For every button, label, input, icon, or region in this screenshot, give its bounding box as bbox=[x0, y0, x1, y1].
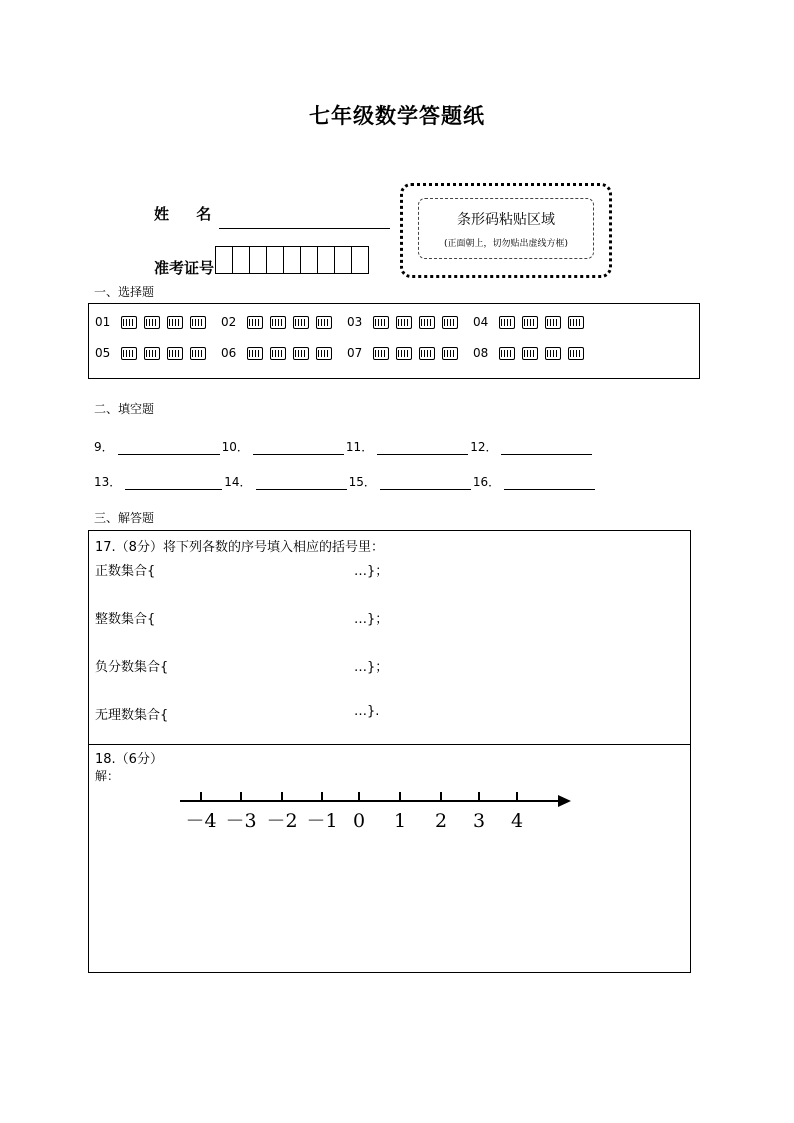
positive-set-label: 正数集合{ bbox=[95, 564, 156, 579]
question-18-header: 18.（6分） bbox=[95, 752, 163, 767]
irrational-set-end: …}. bbox=[354, 704, 380, 719]
number-line-label: 0 bbox=[352, 810, 366, 832]
fill-blank-row bbox=[94, 473, 597, 490]
number-line-label: 2 bbox=[434, 810, 448, 832]
option-b-bubble[interactable] bbox=[396, 316, 412, 329]
answer-blank[interactable] bbox=[380, 488, 471, 490]
blank-number: 11． bbox=[345, 440, 374, 454]
blank-number: 13． bbox=[94, 475, 122, 489]
integer-set-label: 整数集合{ bbox=[95, 612, 156, 627]
option-b-bubble[interactable] bbox=[522, 316, 538, 329]
number-line-label: 4 bbox=[510, 810, 524, 832]
question-number: 03 bbox=[347, 315, 363, 329]
exam-digit-box[interactable] bbox=[300, 246, 318, 274]
section3-title: 三、解答题 bbox=[94, 511, 155, 525]
answer-blank[interactable] bbox=[504, 488, 595, 490]
barcode-title: 条形码粘贴区域 bbox=[457, 212, 555, 228]
option-d-bubble[interactable] bbox=[190, 316, 206, 329]
question-17-box[interactable] bbox=[88, 530, 691, 745]
exam-digit-box[interactable] bbox=[232, 246, 250, 274]
exam-number-boxes[interactable] bbox=[216, 246, 369, 274]
option-d-bubble[interactable] bbox=[442, 316, 458, 329]
option-c-bubble[interactable] bbox=[419, 347, 435, 360]
section1-title: 一、选择题 bbox=[94, 285, 155, 299]
option-b-bubble[interactable] bbox=[144, 316, 160, 329]
integer-set-end: …}； bbox=[354, 612, 389, 627]
option-a-bubble[interactable] bbox=[247, 347, 263, 360]
barcode-note: (正面朝上，切勿贴出虚线方框) bbox=[443, 239, 569, 249]
exam-digit-box[interactable] bbox=[334, 246, 352, 274]
option-c-bubble[interactable] bbox=[293, 347, 309, 360]
answer-blank[interactable] bbox=[501, 453, 592, 455]
choice-item bbox=[95, 315, 221, 329]
question-number: 04 bbox=[473, 315, 489, 329]
option-a-bubble[interactable] bbox=[499, 347, 515, 360]
option-c-bubble[interactable] bbox=[167, 347, 183, 360]
choice-item bbox=[473, 346, 599, 360]
answer-blank[interactable] bbox=[256, 488, 347, 490]
blank-number: 10． bbox=[221, 440, 249, 454]
question-number: 07 bbox=[347, 346, 363, 360]
option-d-bubble[interactable] bbox=[190, 347, 206, 360]
negative-fraction-set-label: 负分数集合{ bbox=[95, 660, 169, 675]
option-c-bubble[interactable] bbox=[167, 316, 183, 329]
option-a-bubble[interactable] bbox=[121, 347, 137, 360]
number-line-label: －2 bbox=[266, 810, 298, 832]
answer-blank[interactable] bbox=[377, 453, 468, 455]
option-b-bubble[interactable] bbox=[270, 347, 286, 360]
choice-item bbox=[473, 315, 599, 329]
positive-set-end: …}； bbox=[354, 564, 389, 579]
choice-row bbox=[95, 315, 599, 329]
section2-title: 二、填空题 bbox=[94, 402, 155, 416]
option-d-bubble[interactable] bbox=[316, 316, 332, 329]
exam-digit-box[interactable] bbox=[283, 246, 301, 274]
blank-number: 15． bbox=[348, 475, 376, 489]
solve-label: 解： bbox=[95, 769, 120, 783]
option-b-bubble[interactable] bbox=[270, 316, 286, 329]
fill-blank-row bbox=[94, 438, 594, 455]
choice-item bbox=[221, 315, 347, 329]
name-input-line[interactable] bbox=[219, 228, 390, 229]
choice-item bbox=[347, 315, 473, 329]
blank-number: 12． bbox=[470, 440, 498, 454]
page-title: 七年级数学答题纸 bbox=[309, 103, 485, 128]
option-c-bubble[interactable] bbox=[419, 316, 435, 329]
option-a-bubble[interactable] bbox=[373, 347, 389, 360]
number-line-label: －4 bbox=[185, 810, 217, 832]
blank-number: 14． bbox=[224, 475, 252, 489]
option-b-bubble[interactable] bbox=[144, 347, 160, 360]
option-a-bubble[interactable] bbox=[499, 316, 515, 329]
blank-number: 16． bbox=[472, 475, 501, 489]
option-d-bubble[interactable] bbox=[316, 347, 332, 360]
number-line-label: 3 bbox=[472, 810, 486, 832]
choice-row bbox=[95, 346, 599, 360]
number-line bbox=[89, 743, 690, 972]
number-line-label: 1 bbox=[393, 810, 407, 832]
question-number: 08 bbox=[473, 346, 489, 360]
number-line-arrow bbox=[558, 795, 571, 807]
exam-digit-box[interactable] bbox=[351, 246, 369, 274]
blank-number: 9． bbox=[94, 440, 114, 454]
option-c-bubble[interactable] bbox=[293, 316, 309, 329]
number-line-label: －1 bbox=[306, 810, 338, 832]
option-a-bubble[interactable] bbox=[121, 316, 137, 329]
option-a-bubble[interactable] bbox=[247, 316, 263, 329]
question-18-box[interactable] bbox=[88, 743, 691, 973]
question-number: 06 bbox=[221, 346, 237, 360]
choice-item bbox=[347, 346, 473, 360]
option-b-bubble[interactable] bbox=[396, 347, 412, 360]
option-d-bubble[interactable] bbox=[568, 347, 584, 360]
option-c-bubble[interactable] bbox=[545, 316, 561, 329]
exam-digit-box[interactable] bbox=[215, 246, 233, 274]
answer-blank[interactable] bbox=[125, 488, 222, 490]
question-17-header: 17.（8分）将下列各数的序号填入相应的括号里： bbox=[95, 540, 384, 555]
choice-answer-box bbox=[88, 303, 700, 379]
option-a-bubble[interactable] bbox=[373, 316, 389, 329]
answer-blank[interactable] bbox=[253, 453, 344, 455]
number-line-label: －3 bbox=[225, 810, 257, 832]
question-number: 01 bbox=[95, 315, 111, 329]
barcode-area bbox=[418, 198, 594, 259]
option-c-bubble[interactable] bbox=[545, 347, 561, 360]
exam-digit-box[interactable] bbox=[317, 246, 335, 274]
option-d-bubble[interactable] bbox=[568, 316, 584, 329]
option-b-bubble[interactable] bbox=[522, 347, 538, 360]
exam-number-label: 准考证号 bbox=[154, 259, 215, 277]
question-number: 02 bbox=[221, 315, 237, 329]
exam-digit-box[interactable] bbox=[266, 246, 284, 274]
choice-item bbox=[95, 346, 221, 360]
negative-fraction-set-end: …}； bbox=[354, 660, 389, 675]
irrational-set-label: 无理数集合{ bbox=[95, 708, 169, 723]
exam-digit-box[interactable] bbox=[249, 246, 267, 274]
answer-blank[interactable] bbox=[118, 453, 220, 455]
option-d-bubble[interactable] bbox=[442, 347, 458, 360]
name-label: 姓 名 bbox=[154, 205, 212, 223]
question-number: 05 bbox=[95, 346, 111, 360]
choice-item bbox=[221, 346, 347, 360]
